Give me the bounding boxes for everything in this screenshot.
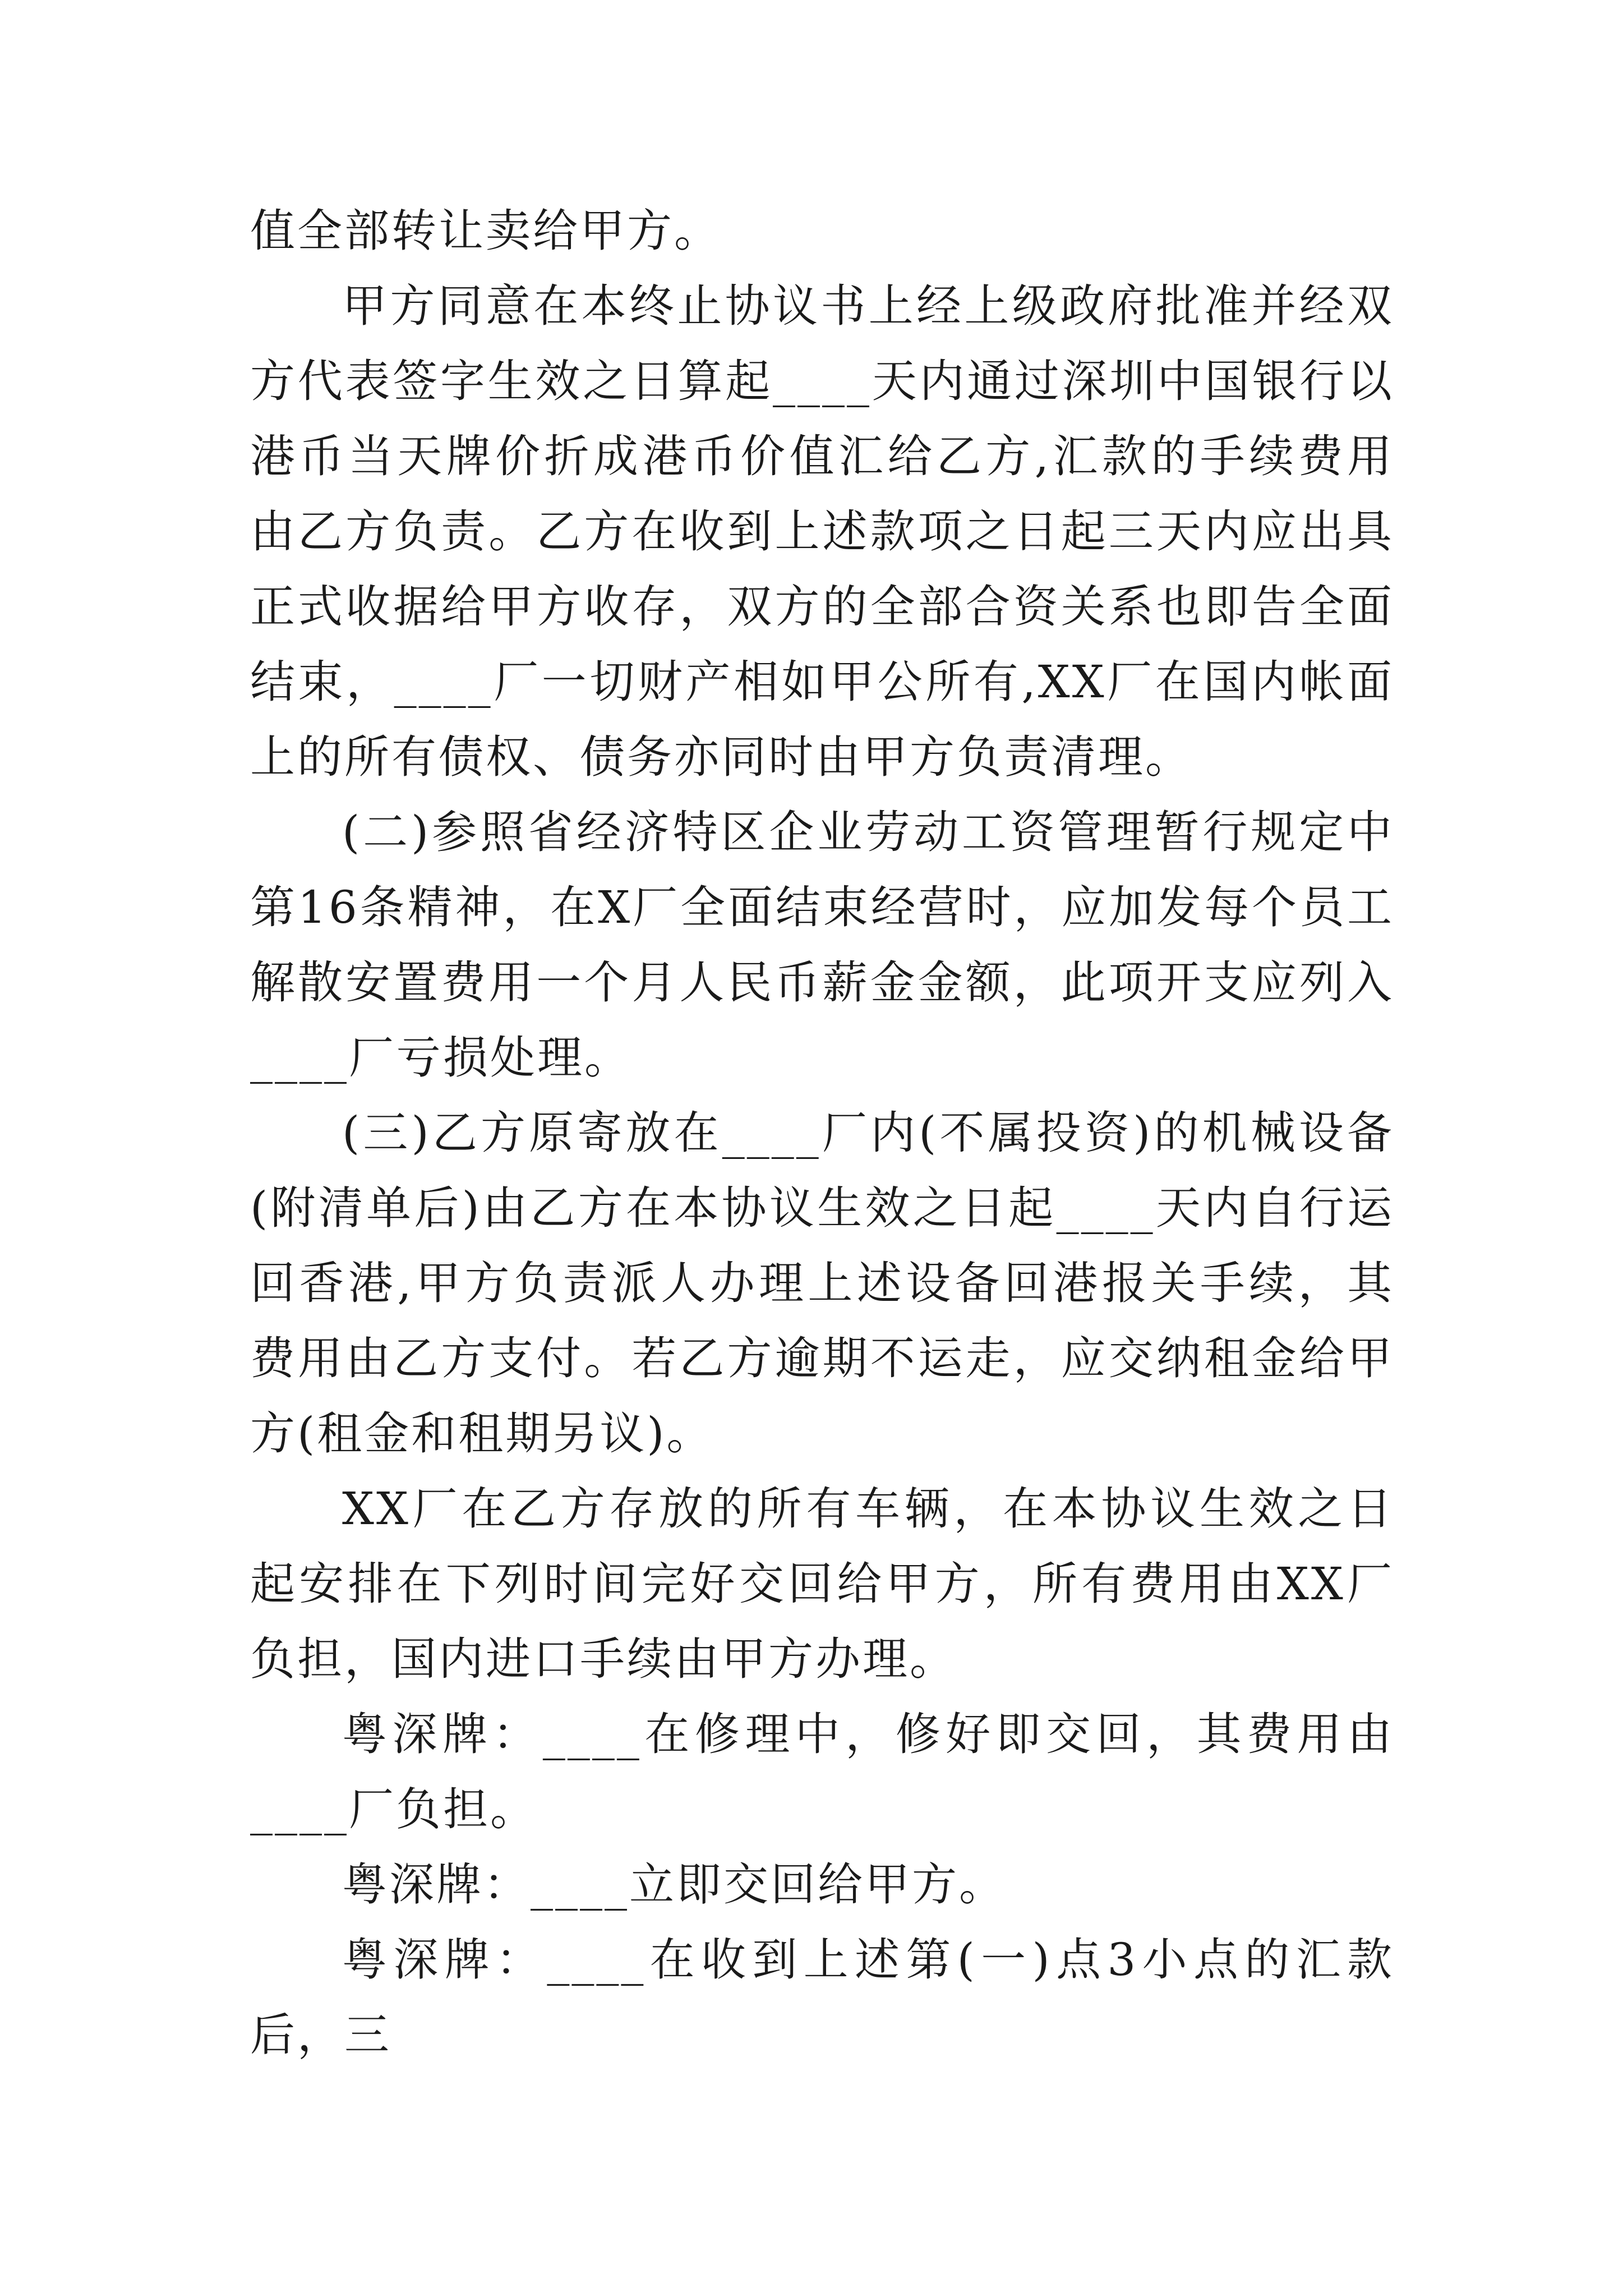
paragraph-7: 粤深牌：____立即交回给甲方。 (342, 1858, 1006, 1911)
paragraph-1: 值全部转让卖给甲方。 (250, 205, 721, 257)
paragraph-8: 粤深牌：____在收到上述第(一)点3小点的汇款后，三 (250, 1934, 1394, 2061)
paragraph-3: (二)参照省经济特区企业劳动工资管理暂行规定中第16条精神，在X厂全面结束经营时，应加发每个员工解散安置费用一个月人民币薪金金额，此项开支应列入____厂亏损处理。 (250, 806, 1394, 1084)
paragraph-6: 粤深牌：____在修理中，修好即交回，其费用由____厂负担。 (250, 1708, 1394, 1835)
paragraph-4: (三)乙方原寄放在____厂内(不属投资)的机械设备(附清单后)由乙方在本协议生效之日起____天内自行运回香港,甲方负责派人办理上述设备回港报关手续，其费用由乙方支付。若乙方逾期不运走，应交纳租金给甲方(租金和租期另议)。 (250, 1107, 1394, 1460)
paragraph-5: XX厂在乙方存放的所有车辆，在本协议生效之日起安排在下列时间完好交回给甲方，所有费用由XX厂负担，国内进口手续由甲方办理。 (250, 1483, 1394, 1685)
paragraph-2: 甲方同意在本终止协议书上经上级政府批准并经双方代表签字生效之日算起____天内通过深圳中国银行以港币当天牌价折成港币价值汇给乙方,汇款的手续费用由乙方负责。乙方在收到上述款项之日起三天内应出具正式收据给甲方收存，双方的全部合资关系也即告全面结束，____厂一切财产相如甲公所有,XX厂在国内帐面上的所有债权、债务亦同时由甲方负责清理。 (250, 280, 1394, 783)
document-page (250, 194, 1394, 2073)
